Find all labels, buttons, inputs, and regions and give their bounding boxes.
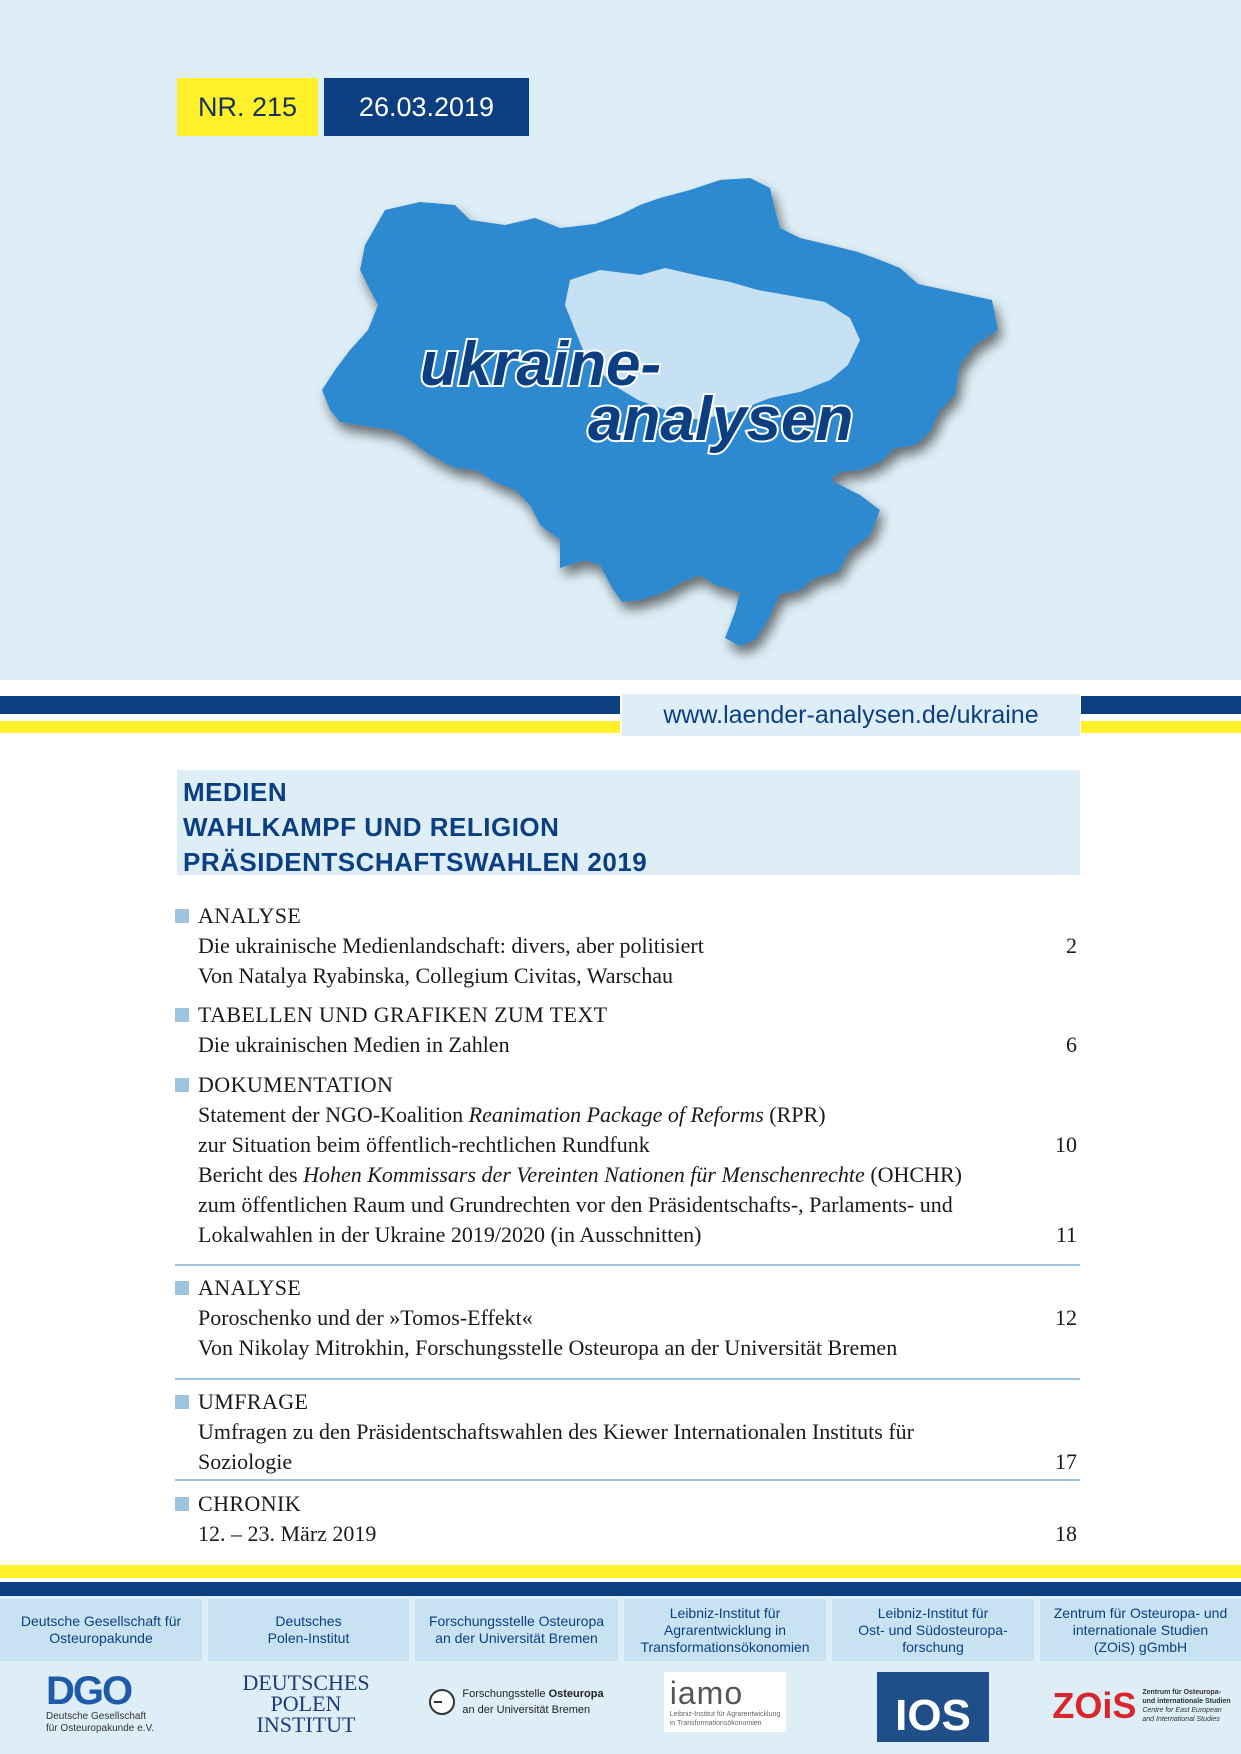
toc-page-number: 6 [1066,1032,1077,1057]
bullet-square [175,1395,189,1409]
dgo-logo[interactable]: DGO Deutsche Gesellschaft für Osteuropakunde e.V. [45,1669,155,1734]
topic-2: WAHLKAMPF UND RELIGION [183,812,560,842]
toc-entry-title[interactable]: 12. – 23. März 2019 [198,1521,377,1546]
toc-page-number: 2 [1066,933,1077,958]
toc-category: CHRONIK [198,1491,302,1516]
toc-entry-title-cont[interactable]: Lokalwahlen in der Ukraine 2019/2020 (in Ausschnitten) [198,1222,702,1247]
toc-entry-author: Von Nikolay Mitrokhin, Forschungsstelle Osteuropa an der Universität Bremen [198,1335,898,1360]
toc-category: TABELLEN UND GRAFIKEN ZUM TEXT [198,1002,608,1027]
toc-category: ANALYSE [198,903,302,928]
toc-entry-author: Von Natalya Ryabinska, Collegium Civitas, Warschau [198,963,673,988]
navy-stripe-bottom [0,1582,1241,1596]
toc-page-number: 17 [1055,1449,1077,1474]
toc-category: ANALYSE [198,1275,302,1300]
toc-entry-title[interactable]: Die ukrainische Medienlandschaft: divers, aber politisiert [198,933,704,958]
toc-page-number: 11 [1055,1222,1077,1247]
ios-logo[interactable]: IOS [877,1672,989,1742]
toc-page-number: 10 [1055,1132,1077,1157]
institution-iamo: Leibniz-Institut für Agrarentwicklung in Transformationsökonomien [624,1599,826,1661]
website-link[interactable]: www.laender-analysen.de/ukraine [622,694,1080,736]
bullet-square [175,909,189,923]
topic-1: MEDIEN [183,777,288,807]
toc-entry-title-cont[interactable]: zur Situation beim öffentlich-rechtlichen Rundfunk [198,1132,650,1157]
bullet-square [175,1078,189,1092]
ukraine-map-logo [0,0,1241,680]
toc-section-analyse-1 [175,903,1077,993]
institution-zois: Zentrum für Osteuropa- und internationale Studien (ZOiS) gGmbH [1040,1599,1241,1661]
toc-entry-title[interactable]: Umfragen zu den Präsidentschaftswahlen des Kiewer Internationalen Instituts für [198,1419,914,1444]
issue-number-badge: NR. 215 [177,78,318,136]
title-line-2: analysen [588,385,854,454]
toc-entry-title[interactable]: Bericht des Hohen Kommissars der Vereinten Nationen für Menschenrechte (OHCHR) [198,1162,962,1187]
toc-category: DOKUMENTATION [198,1072,394,1097]
section-divider [175,1378,1080,1380]
institution-dpi: Deutsches Polen-Institut [208,1599,409,1661]
issue-date-badge: 26.03.2019 [324,78,529,136]
section-divider [175,1479,1080,1481]
toc-entry-title[interactable]: Poroschenko und der »Tomos-Effekt« [198,1305,533,1330]
toc-section-dokumentation [175,1072,1077,1252]
title-line-1: ukraine- [420,330,662,399]
toc-entry-title[interactable]: Die ukrainischen Medien in Zahlen [198,1032,510,1057]
navy-stripe-right [1081,696,1241,714]
toc-section-analyse-2 [175,1275,1077,1365]
institution-dgo: Deutsche Gesellschaft für Osteuropakunde [0,1599,202,1661]
toc-page-number: 12 [1055,1305,1077,1330]
institution-ios: Leibniz-Institut für Ost- und Südosteuropa- forschung [832,1599,1034,1661]
toc-entry-title[interactable]: Statement der NGO-Koalition Reanimation Package of Reforms (RPR) [198,1102,826,1127]
fso-circle-icon [428,1688,456,1716]
toc-section-chronik [175,1491,1077,1551]
institution-fso: Forschungsstelle Osteuropa an der Universität Bremen [415,1599,618,1661]
zois-logo[interactable]: ZOiS Zentrum für Osteuropa- und internationale Studien Centre for East European and International Studies [1052,1685,1231,1726]
toc-entry-title-cont[interactable]: Soziologie [198,1449,293,1474]
section-divider [175,1264,1080,1266]
fso-logo[interactable]: Forschungsstelle Osteuropa an der Universität Bremen [416,1676,616,1728]
yellow-stripe-bottom [0,1565,1241,1578]
yellow-stripe-right [1081,721,1241,733]
iamo-logo[interactable]: iamo Leibniz-Institut für Agrarentwicklung in Transformationsökonomien [664,1672,786,1732]
bullet-square [175,1497,189,1511]
bullet-square [175,1008,189,1022]
navy-stripe-left [0,696,620,714]
topics-box [177,770,1080,875]
toc-section-umfrage [175,1389,1077,1479]
dpi-logo[interactable]: DEUTSCHES POLEN INSTITUT [242,1669,370,1737]
topic-3: PRÄSIDENTSCHAFTSWAHLEN 2019 [183,847,648,877]
toc-category: UMFRAGE [198,1389,309,1414]
toc-section-tabellen [175,1002,1077,1062]
toc-entry-title-cont[interactable]: zum öffentlichen Raum und Grundrechten vor den Präsidentschafts-, Parlaments- und [198,1192,953,1217]
yellow-stripe-left [0,721,620,733]
toc-page-number: 18 [1055,1521,1077,1546]
bullet-square [175,1281,189,1295]
